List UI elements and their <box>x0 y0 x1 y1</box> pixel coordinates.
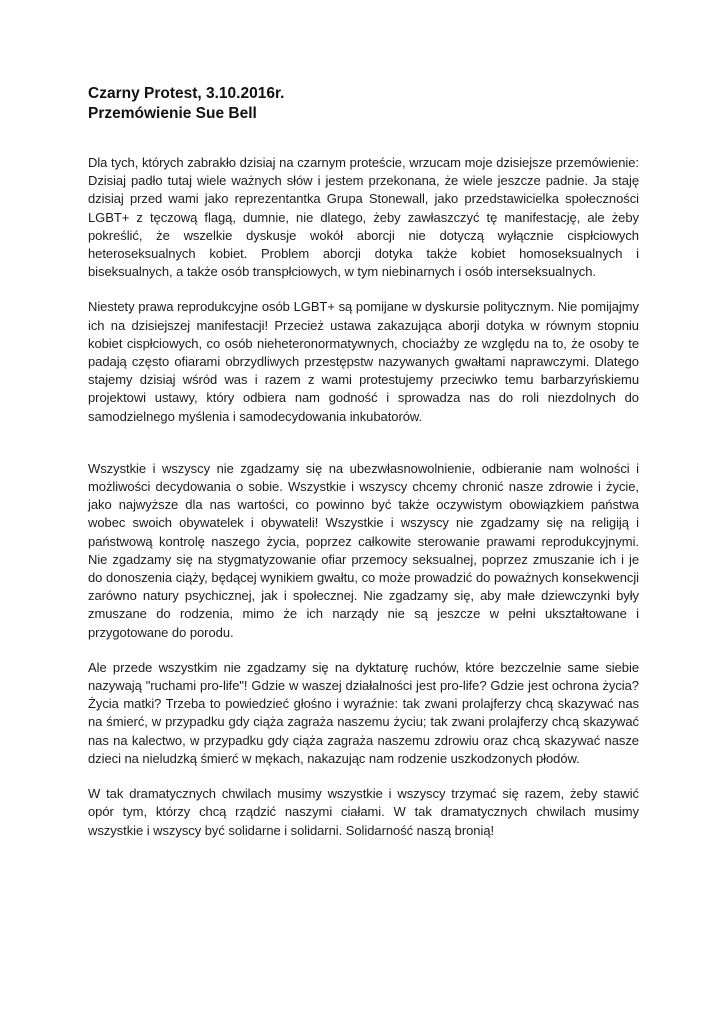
page-title: Czarny Protest, 3.10.2016r. <box>88 85 285 102</box>
paragraph-1: Dla tych, których zabrakło dzisiaj na czarnym proteście, wrzucam moje dzisiejsze przemówienie: Dzisiaj padło tutaj wiele ważnych słów i jestem przekonana, że wiele jeszcze padnie. Ja staję dzisiaj przed wami jako reprezentantka Grupa Stonewall, jako przedstawicielka społeczności LGBT+ z tęczową flagą, dumnie, nie dlatego, żeby zawłaszczyć tę manifestację, ale żeby pokreślić, że wszelkie dyskusje wokół aborcji nie dotyczą wyłącznie cispłciowych heteroseksualnych kobiet. Problem aborcji dotyka także kobiet homoseksualnych i biseksualnych, a także osób transpłciowych, w tym niebinarnych i osób interseksualnych. <box>88 155 639 280</box>
paragraph-spacer <box>88 426 639 460</box>
paragraph-5: W tak dramatycznych chwilach musimy wszystkie i wszyscy trzymać się razem, żeby stawić opór tym, którzy chcą rządzić naszymi ciałami. W tak dramatycznych chwilach musimy wszystkie i wszyscy być solidarne i solidarni. Solidarność naszą bronią! <box>88 786 639 838</box>
paragraph-4: Ale przede wszystkim nie zgadzamy się na dyktaturę ruchów, które bezczelnie same siebie nazywają "ruchami pro-life"! Gdzie w waszej działalności jest pro-life? Gdzie jest ochrona życia? Życia matki? Trzeba to powiedzieć głośno i wyraźnie: tak zwani prolajferzy chcą skazywać nas na śmierć, w przypadku gdy ciąża zagraża naszemu życiu; tak zwani prolajferzy chcą skazywać nas na kalectwo, w przypadku gdy ciąża zagraża naszemu zdrowiu oraz chcą skazywać nasze dzieci na nieludzką śmierć w mękach, nakazując nam rodzenie uszkodzonych płodów. <box>88 659 639 766</box>
paragraph-spacer <box>88 281 639 298</box>
document-body <box>88 154 639 840</box>
paragraph-spacer <box>88 642 639 659</box>
paragraph-2: Niestety prawa reprodukcyjne osób LGBT+ są pomijane w dyskursie politycznym. Nie pomijajmy ich na dzisiejszej manifestacji! Przecież ustawa zakazująca aborji dotyka w równym stopniu kobiet cispłciowych, co osób nieheteronormatywnych, chociażby ze względu na to, że osoby te padają często ofiarami obrzydliwych przestępstw nazywanych gwałtami naprawczymi. Dlatego stajemy dzisiaj wśród was i razem z wami protestujemy przeciwko temu barbarzyńskiemu projektowi ustawy, który odbiera nam godność i sprowadza nas do roli niezdolnych do samodzielnego myślenia i samodecydowania inkubatorów. <box>88 299 639 424</box>
page-subtitle: Przemówienie Sue Bell <box>88 105 257 122</box>
paragraph-spacer <box>88 768 639 785</box>
heading-block <box>88 84 648 124</box>
paragraph-3: Wszystkie i wszyscy nie zgadzamy się na ubezwłasnowolnienie, odbieranie nam wolności i możliwości decydowania o sobie. Wszystkie i wszyscy chcemy chronić nasze zdrowie i życie, jako najwyższe dla nas wartości, co powinno być także oczywistym obowiązkiem państwa wobec swoich obywatelek i obywateli! Wszystkie i wszyscy nie zgadzamy się na religiją i państwową kontrolę naszego życia, poprzez całkowite sterowanie prawami reprodukcyjnymi. Nie zgadzamy się na stygmatyzowanie ofiar przemocy seksualnej, poprzez zmuszanie ich i je do donoszenia ciąży, będącej wynikiem gwałtu, co może prowadzić do poważnych konsekwencji zarówno natury psychicznej, jak i społecznej. Nie zgadzamy się, aby małe dziewczynki były zmuszane do rodzenia, mimo że ich narządy nie są jeszcze w pełni ukształtowane i przygotowane do porodu. <box>88 460 639 640</box>
